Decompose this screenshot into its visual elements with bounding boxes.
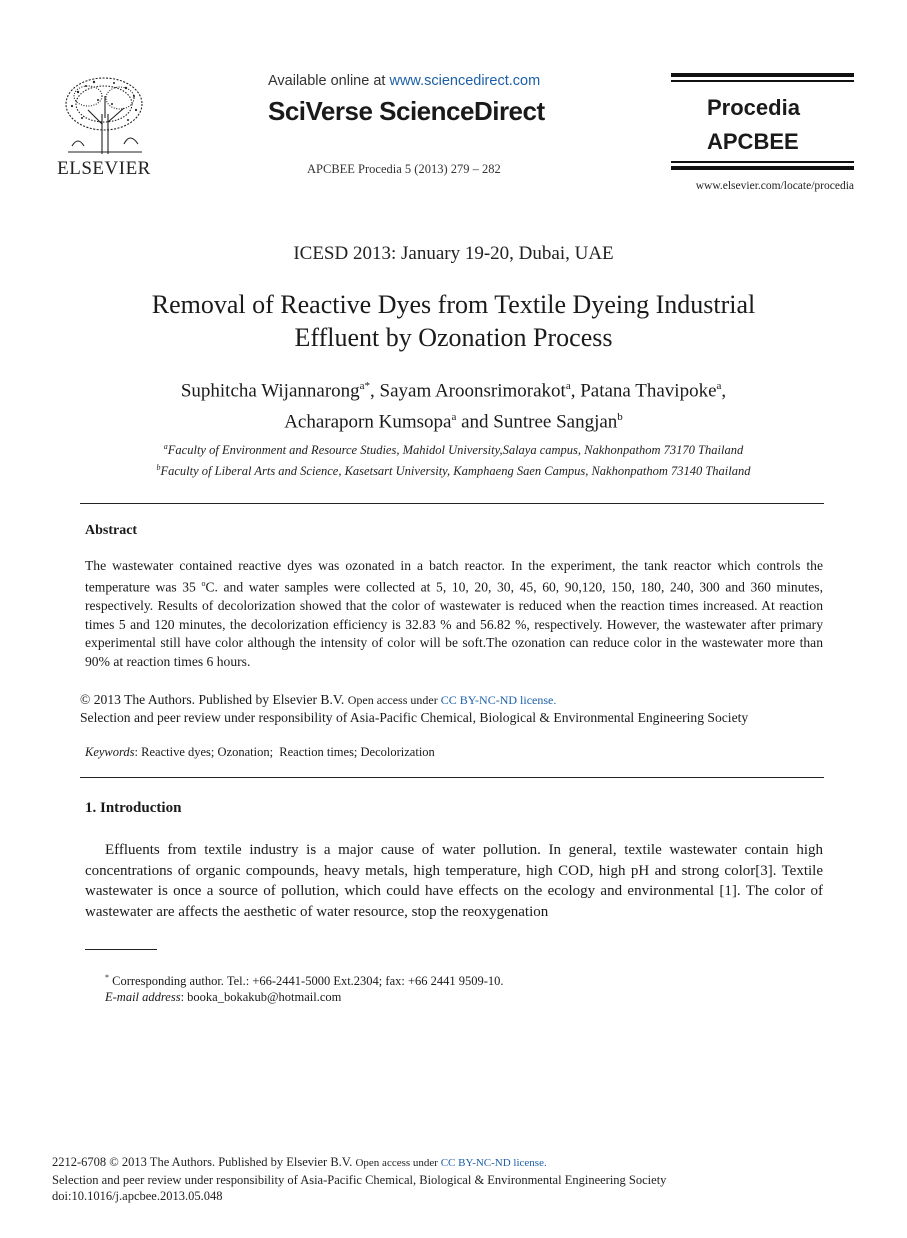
footnote-rule xyxy=(85,949,157,950)
email-note xyxy=(105,990,341,1005)
corresponding-text: Corresponding author. Tel.: +66-2441-5000 Ext.2304; fax: +66 2441 9509-10. xyxy=(109,974,504,989)
author-sep: , xyxy=(721,380,727,402)
elsevier-logo xyxy=(52,74,156,178)
author-name: Sayam Aroonsrimorakot xyxy=(379,380,566,402)
copyright-line-1 xyxy=(80,691,840,709)
author-name: Acharaporn Kumsopa xyxy=(284,411,452,433)
elsevier-tree-icon xyxy=(58,74,150,156)
journal-reference: APCBEE Procedia 5 (2013) 279 – 282 xyxy=(307,162,501,176)
masthead-rule-bottom-thin xyxy=(671,161,854,163)
available-prefix: Available online at xyxy=(268,73,390,89)
abstract-heading: Abstract xyxy=(85,523,138,538)
open-access-text: Open access under xyxy=(347,693,441,707)
title-line-2: Effluent by Ozonation Process xyxy=(294,323,613,352)
elsevier-wordmark: ELSEVIER xyxy=(57,158,151,179)
page-footer xyxy=(52,1154,872,1205)
copyright-line-2: Selection and peer review under responsibility of Asia-Pacific Chemical, Biological & Environmental Engineering Society xyxy=(80,710,749,725)
author-line-2 xyxy=(60,404,847,435)
abstract-text-part1: The wastewater contained reactive dyes was ozonated in a batch reactor. In the experiment, the tank reactor which controls the temperature was 35 xyxy=(85,558,823,595)
affiliations xyxy=(60,438,847,480)
author-affil-sup: a xyxy=(565,380,571,392)
keywords-line xyxy=(85,745,435,760)
author-sep: , xyxy=(570,380,581,402)
license-link[interactable]: CC BY-NC-ND license. xyxy=(440,693,557,707)
author-sep: and xyxy=(456,411,494,433)
footer-line-1 xyxy=(52,1154,872,1172)
keywords-text: : Reactive dyes; Ozonation; Reaction times; Decolorization xyxy=(134,745,435,759)
masthead-rule-top-thin xyxy=(671,80,854,82)
introduction-heading: 1. Introduction xyxy=(85,800,182,816)
abstract-text-part2: C. and water samples were collected at 5, 10, 20, 30, 45, 60, 90,120, 150, 180, 240, 300 and 360 minutes, respectively. Results of decolorization showed that the color of wastewater is reduced when the reaction times increased. At reaction times 5 and 120 minutes, the decolorization efficiency is 32.83 % and 56.82 %, respectively. However, the wastewater after primary experimental still have color although the intensity of color will be soft.The ozonation can reduce color in the wastewater more than 90% at reaction times 6 hours. xyxy=(85,579,823,669)
affiliation-text: Faculty of Environment and Resource Studies, Mahidol University,Salaya campus, Nakhonpathom 73170 Thailand xyxy=(167,443,744,458)
author-affil-sup: a xyxy=(451,411,457,424)
journal-name-line1: Procedia xyxy=(707,95,800,120)
footnote-sup: * xyxy=(105,973,109,982)
author-sep: , xyxy=(370,380,380,402)
copyright-main: © 2013 The Authors. Published by Elsevier B.V. xyxy=(80,692,348,707)
corresponding-author-note xyxy=(105,973,504,989)
sciencedirect-link[interactable]: www.sciencedirect.com xyxy=(389,73,541,89)
author-affil-sup: a xyxy=(716,380,722,392)
introduction-text xyxy=(85,840,823,922)
title-line-1: Removal of Reactive Dyes from Textile Dyeing Industrial xyxy=(151,290,756,319)
affiliation-sup: b xyxy=(156,463,161,473)
email-address[interactable]: : booka_bokakub@hotmail.com xyxy=(180,990,342,1004)
abstract-text xyxy=(85,557,823,671)
author-name: Patana Thavipoke xyxy=(580,380,717,402)
email-label: E-mail address xyxy=(105,990,181,1004)
author-affil-sup: b xyxy=(617,411,623,424)
author-affil-sup: a* xyxy=(359,380,371,392)
divider-bottom xyxy=(80,777,824,778)
author-line-1 xyxy=(60,373,847,404)
journal-masthead xyxy=(671,73,854,179)
introduction-paragraph: Effluents from textile industry is a major cause of water pollution. In general, textile wastewater contain high concentrations of organic compounds, heavy metals, high temperature, high COD, high pH and strong color[3]. Textile wastewater is once a source of pollution, which could have effects on the ecology and environmental [1]. The color of wastewater are affects the aesthetic of water resource, stop the reoxygenation xyxy=(85,842,823,920)
divider-top xyxy=(80,503,824,504)
journal-name-line2: APCBEE xyxy=(707,129,799,154)
affiliation-sup: a xyxy=(163,442,168,451)
footer-license-link[interactable]: CC BY-NC-ND license. xyxy=(440,1157,547,1169)
platform-name: SciVerse ScienceDirect xyxy=(268,96,545,126)
author-name: Suphitcha Wijannarong xyxy=(180,380,360,402)
journal-url[interactable]: www.elsevier.com/locate/procedia xyxy=(695,180,854,192)
author-list xyxy=(60,373,847,436)
masthead-rule-bottom xyxy=(671,166,854,170)
footer-line-2: Selection and peer review under responsibility of Asia-Pacific Chemical, Biological & Environmental Engineering Society xyxy=(52,1172,667,1187)
footer-doi[interactable]: doi:10.1016/j.apcbee.2013.05.048 xyxy=(52,1189,223,1203)
degree-sup: o xyxy=(201,579,206,589)
paper-title xyxy=(60,288,847,354)
footer-copyright: 2212-6708 © 2013 The Authors. Published by Elsevier B.V. xyxy=(52,1155,356,1169)
conference-line: ICESD 2013: January 19-20, Dubai, UAE xyxy=(293,243,614,264)
affiliation-text: Faculty of Liberal Arts and Science, Kasetsart University, Kamphaeng Saen Campus, Nakhonpathom 73140 Thailand xyxy=(160,464,751,479)
footer-open-access: Open access under xyxy=(355,1157,441,1169)
author-name: Suntree Sangjan xyxy=(493,411,618,433)
keywords-label: Keywords xyxy=(85,745,135,759)
masthead-rule-top xyxy=(671,73,854,77)
affiliation-a xyxy=(60,438,847,459)
affiliation-b xyxy=(60,459,847,480)
copyright-block xyxy=(80,691,840,726)
available-online xyxy=(268,73,540,89)
